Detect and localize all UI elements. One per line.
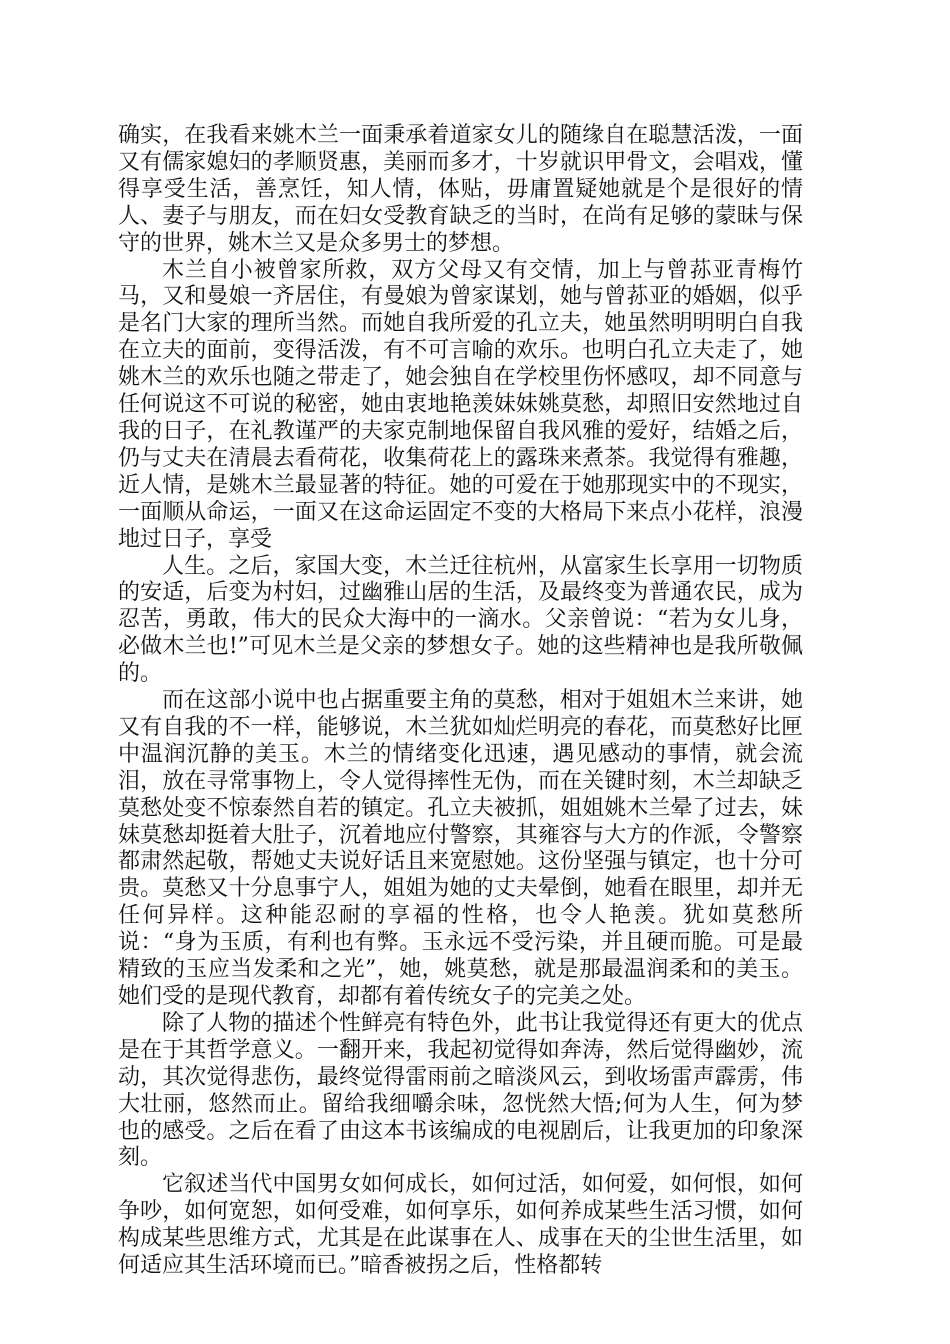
paragraph-1: 确实，在我看来姚木兰一面秉承着道家女儿的随缘自在聪慧活泼，一面又有儒家媳妇的孝顺贤惠，美丽而多才，十岁就识甲骨文，会唱戏，懂得享受生活，善烹饪，知人情，体贴，毋庸置疑她就是个是很好的情人、妻子与朋友，而在妇女受教育缺乏的当时，在尚有足够的蒙昧与保守的世界，姚木兰又是众多男士的梦想。: [118, 123, 803, 256]
paragraph-2: 木兰自小被曾家所救，双方父母又有交情，加上与曾荪亚青梅竹马，又和曼娘一齐居住，有曼娘为曾家谋划，她与曾荪亚的婚姻，似乎是名门大家的理所当然。而她自我所爱的孔立夫，她虽然明明明白自我在立夫的面前，变得活泼，有不可言喻的欢乐。也明白孔立夫走了，她姚木兰的欢乐也随之带走了，她会独自在学校里伤怀感叹，却不同意与任何说这不可说的秘密，她由衷地艳羡妹妹姚莫愁，却照旧安然地过自我的日子，在礼教谨严的夫家克制地保留自我风雅的爱好，结婚之后，仍与丈夫在清晨去看荷花，收集荷花上的露珠来煮茶。我觉得有雅趣，近人情，是姚木兰最显著的特征。她的可爱在于她那现实中的不现实，一面顺从命运，一面又在这命运固定不变的大格局下来点小花样，浪漫地过日子，享受: [118, 257, 803, 552]
paragraph-6: 它叙述当代中国男女如何成长，如何过活，如何爱，如何恨，如何争吵，如何宽恕，如何受难，如何享乐，如何养成某些生活习惯，如何构成某些思维方式，尤其是在此谋事在人、成事在天的尘世生活里，如何适应其生活环境而已。”暗香被拐之后，性格都转: [118, 1172, 803, 1279]
document-page: [118, 123, 803, 1280]
paragraph-3: 人生。之后，家国大变，木兰迁往杭州，从富家生长享用一切物质的安适，后变为村妇，过幽雅山居的生活，及最终变为普通农民，成为忍苦，勇敢，伟大的民众大海中的一滴水。父亲曾说：“若为女儿身，必做木兰也!”可见木兰是父亲的梦想女子。她的这些精神也是我所敬佩的。: [118, 553, 803, 687]
paragraph-4: 而在这部小说中也占据重要主角的莫愁，相对于姐姐木兰来讲，她又有自我的不一样，能够说，木兰犹如灿烂明亮的春花，而莫愁好比匣中温润沉静的美玉。木兰的情绪变化迅速，遇见感动的事情，就会流泪，放在寻常事物上，令人觉得摔性无伪，而在关键时刻，木兰却缺乏莫愁处变不惊泰然自若的镇定。孔立夫被抓，姐姐姚木兰晕了过去，妹妹莫愁却挺着大肚子，沉着地应付警察，其雍容与大方的作派，令警察都肃然起敬，帮她丈夫说好话且来宽慰她。这份坚强与镇定，也十分可贵。莫愁又十分息事宁人，姐姐为她的丈夫晕倒，她看在眼里，却并无任何异样。这种能忍耐的享福的性格，也令人艳羡。犹如莫愁所说：“身为玉质，有利也有弊。玉永远不受污染，并且硬而脆。可是最精致的玉应当发柔和之光”，她，姚莫愁，就是那最温润柔和的美玉。她们受的是现代教育，却都有着传统女子的完美之处。: [118, 688, 803, 1009]
paragraph-5: 除了人物的描述个性鲜亮有特色外，此书让我觉得还有更大的优点是在于其哲学意义。一翻开来，我起初觉得如奔涛，然后觉得幽妙，流动，其次觉得悲伤，最终觉得雷雨前之暗淡风云，到收场雷声霹雳，伟大壮丽，悠然而止。留给我细嚼余味，忽恍然大悟;何为人生，何为梦也的感受。之后在看了由这本书该编成的电视剧后，让我更加的印象深刻。: [118, 1010, 803, 1171]
